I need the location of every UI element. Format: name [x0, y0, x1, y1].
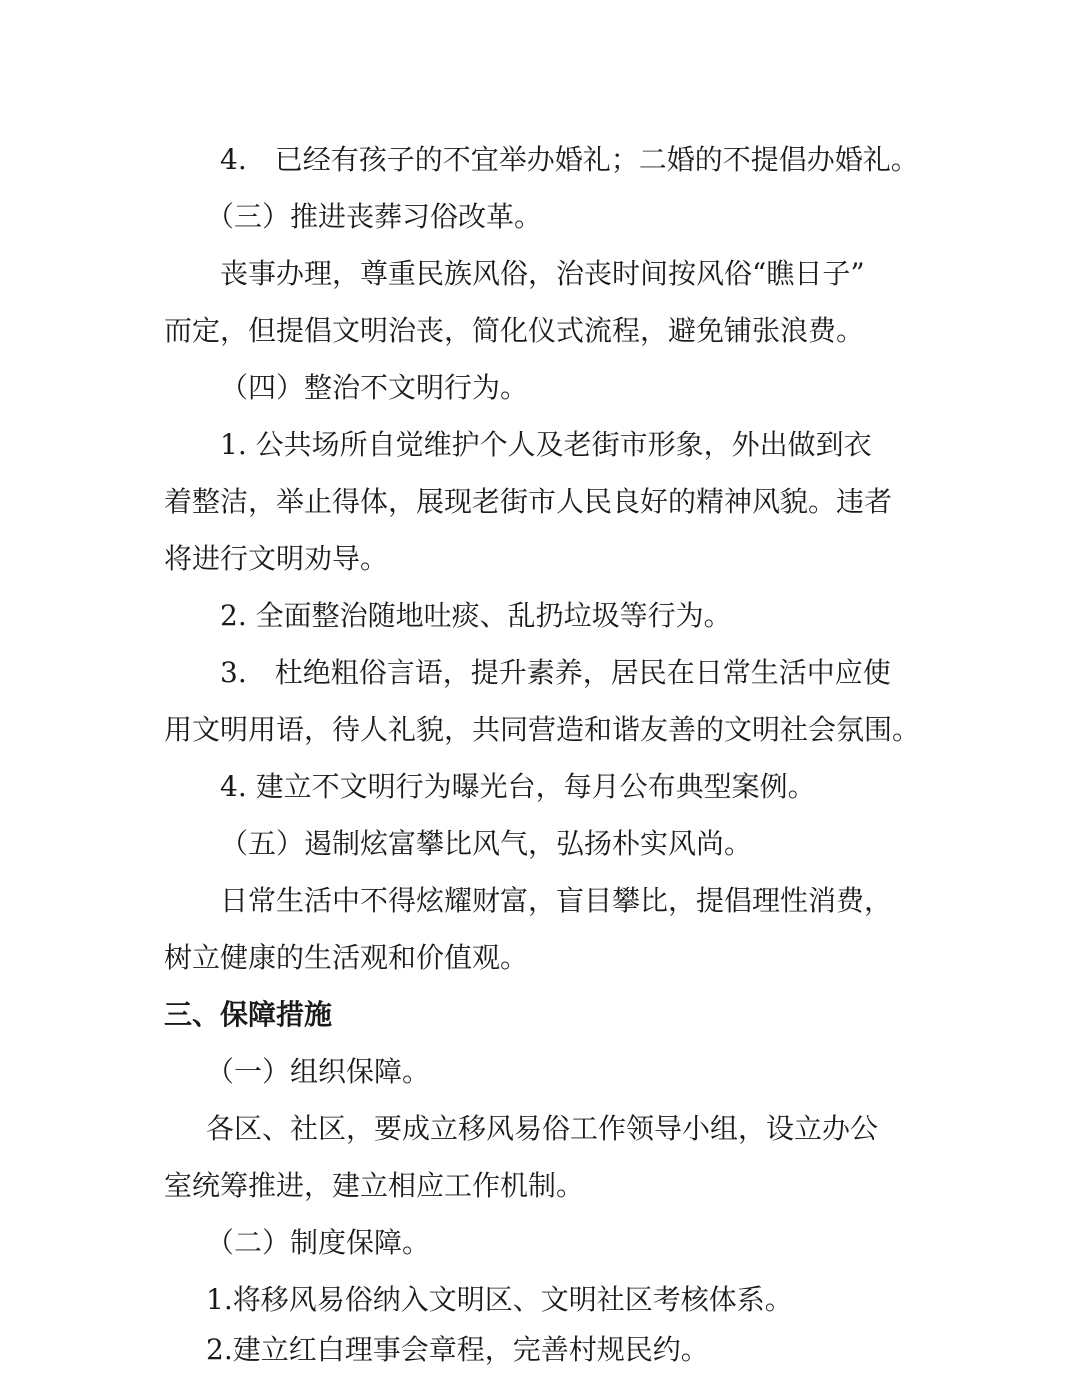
paragraph-line: 日常生活中不得炫耀财富，盲目攀比，提倡理性消费， — [220, 884, 893, 917]
subsection-heading: （二）制度保障。 — [206, 1226, 431, 1259]
subsection-heading: （四）整治不文明行为。 — [220, 371, 529, 404]
paragraph-line: 1. 公共场所自觉维护个人及老街市形象，外出做到衣 — [220, 428, 872, 461]
paragraph-line: 2. 全面整治随地吐痰、乱扔垃圾等行为。 — [220, 599, 732, 632]
paragraph-line: 着整洁，举止得体，展现老街市人民良好的精神风貌。违者 — [164, 485, 893, 518]
subsection-heading: （五）遏制炫富攀比风气，弘扬朴实风尚。 — [220, 827, 753, 860]
section-heading: 三、保障措施 — [164, 998, 333, 1031]
paragraph-line: 各区、社区，要成立移风易俗工作领导小组，设立办公 — [206, 1112, 879, 1145]
paragraph-line: 丧事办理，尊重民族风俗，治丧时间按风俗“瞧日子” — [220, 257, 865, 290]
list-item: 1.将移风易俗纳入文明区、文明社区考核体系。 — [206, 1283, 793, 1316]
paragraph-line: 4. 已经有孩子的不宜举办婚礼；二婚的不提倡办婚礼。 — [220, 143, 919, 176]
paragraph-line: 3. 杜绝粗俗言语，提升素养，居民在日常生活中应使 — [220, 656, 891, 689]
paragraph-line: 室统筹推进，建立相应工作机制。 — [164, 1169, 585, 1202]
paragraph-line: 将进行文明劝导。 — [164, 542, 389, 575]
paragraph-line: 而定，但提倡文明治丧，简化仪式流程，避免铺张浪费。 — [164, 314, 865, 347]
subsection-heading: （一）组织保障。 — [206, 1055, 431, 1088]
list-item: 2.建立红白理事会章程，完善村规民约。 — [206, 1333, 709, 1366]
paragraph-line: 树立健康的生活观和价值观。 — [164, 941, 529, 974]
paragraph-line: 用文明用语，待人礼貌，共同营造和谐友善的文明社会氛围。 — [164, 713, 921, 746]
paragraph-line: 4. 建立不文明行为曝光台，每月公布典型案例。 — [220, 770, 816, 803]
subsection-heading: （三）推进丧葬习俗改革。 — [206, 200, 543, 233]
